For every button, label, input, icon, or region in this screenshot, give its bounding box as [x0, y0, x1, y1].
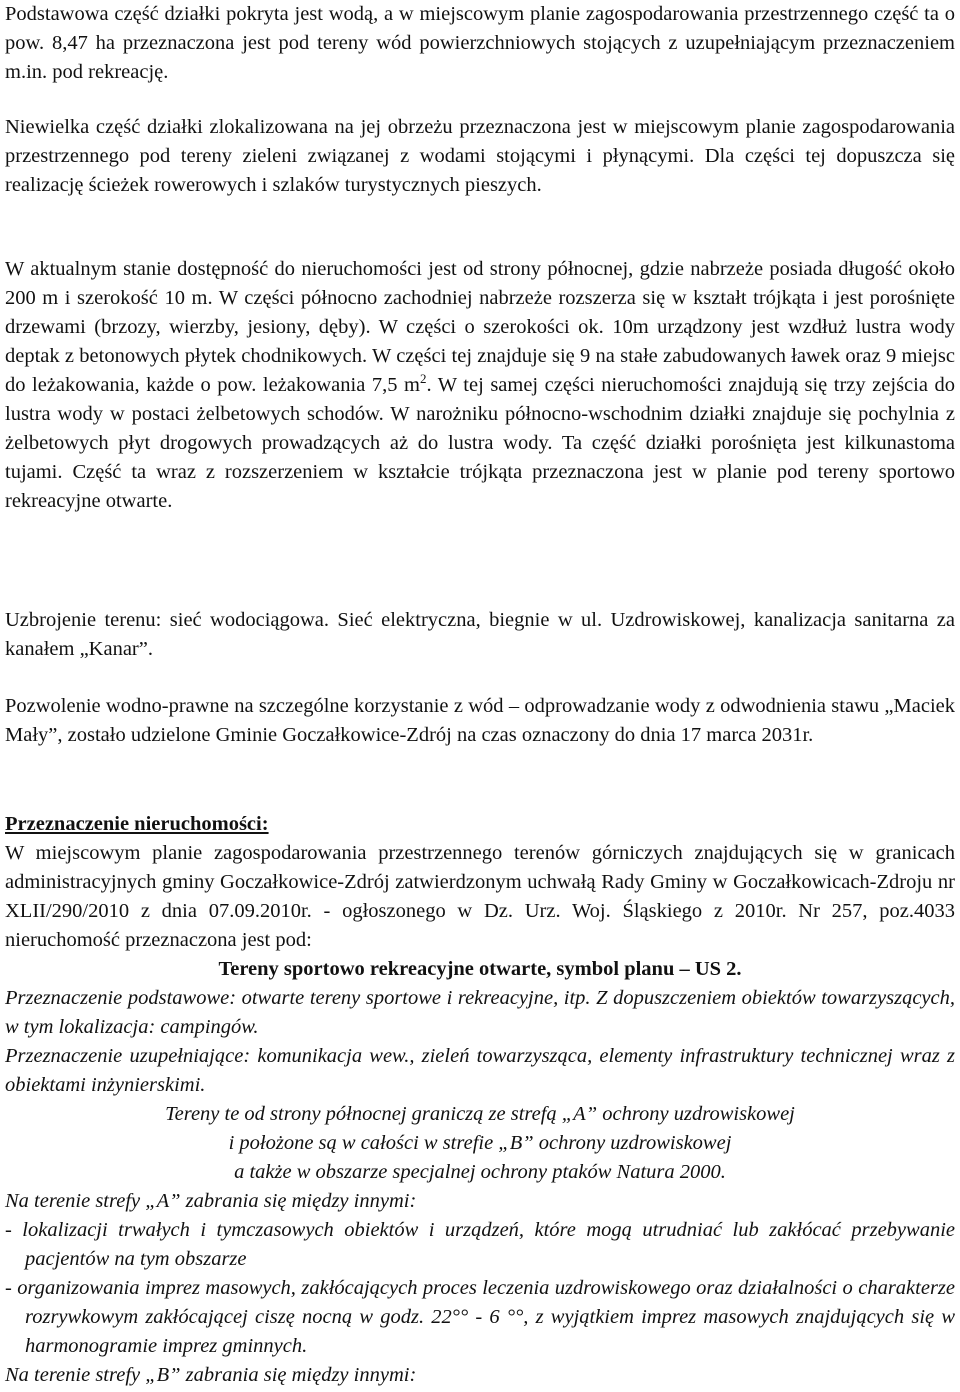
area-unit-superscript: 2 [419, 371, 427, 387]
access-text-part1: W aktualnym stanie dostępność do nieruchomości jest od strony północnej, gdzie nabrzeże posiada długość około 200 m i szerokość 10 m. W części północno zachodniej nabrzeże rozszerza się w kształt trójkąta i jest porośnięte drzewami (brzozy, wierzby, jesiony, dęby). W części o szerokości ok. 10m urządzony jest wzdłuż lustra wody deptak z betonowych płytek chodnikowych. W części tej znajduje się 9 na stałe zabudowanych ławek oraz 9 miejsc do leżakowania, każde o pow. leżakowania 7,5 m [5, 258, 955, 396]
zone-b-heading: Na terenie strefy „B” zabrania się między innymi: [5, 1364, 417, 1386]
primary-purpose: Przeznaczenie podstawowe: otwarte tereny sportowe i rekreacyjne, itp. Z dopuszczeniem obiektów towarzyszących, w tym lokalizacja: campingów. [5, 987, 955, 1038]
zone-a-heading: Na terenie strefy „A” zabrania się między innymi: [5, 1190, 417, 1212]
zone-a-restriction: - organizowania imprez masowych, zakłócających proces leczenia uzdrowiskowego oraz działalności o charakterze rozrywkowym zakłócającej ciszę nocną w godz. 22°° - 6 °°, z wyjątkiem imprez masowych znajdujących się w harmonogramie imprez gminnych. [5, 1277, 955, 1357]
paragraph-access [5, 255, 955, 516]
access-text-part2: . W tej samej części nieruchomości znajdują się trzy zejścia do lustra wody w postaci żelbetowych schodów. W narożniku północno-wschodnim działki znajduje się pochylnia z żelbetowych płyt drogowych prowadzących aż do lustra wody. Ta część działki porośnięta jest kilkunastoma tujami. Część ta wraz z rozszerzeniem w kształcie trójkąta przeznaczona jest w planie pod tereny sportowo rekreacyjne otwarte. [5, 374, 955, 512]
paragraph-water-permit: Pozwolenie wodno-prawne na szczególne korzystanie z wód – odprowadzanie wody z odwodnienia stawu „Maciek Mały”, zostało udzielone Gminie Goczałkowice-Zdrój na czas oznaczony do dnia 17 marca 2031r. [5, 695, 955, 746]
supplementary-purpose: Przeznaczenie uzupełniające: komunikacja wew., zieleń towarzysząca, elementy infrastruktury technicznej wraz z obiektami inżynierskimi. [5, 1045, 955, 1096]
zone-a-restriction: - lokalizacji trwałych i tymczasowych obiektów i urządzeń, które mogą utrudniać lub zakłócać przebywanie pacjentów na tym obszarze [5, 1219, 955, 1270]
section-heading: Przeznaczenie nieruchomości: [5, 813, 269, 835]
zone-note-line: Tereny te od strony północnej graniczą ze strefą „A” ochrony uzdrowiskowej [165, 1103, 795, 1125]
paragraph-green-zone: Niewielka część działki zlokalizowana na jej obrzeżu przeznaczona jest w miejscowym planie zagospodarowania przestrzennego pod tereny zieleni związanej z wodami stojącymi i płynącymi. Dla części tej dopuszcza się realizację ścieżek rowerowych i szlaków turystycznych pieszych. [5, 116, 955, 196]
paragraph-water-area: Podstawowa część działki pokryta jest wodą, a w miejscowym planie zagospodarowania przestrzennego część ta o pow. 8,47 ha przeznaczona jest pod tereny wód powierzchniowych stojących z uzupełniającym przeznaczeniem m.in. pod rekreację. [5, 3, 955, 83]
zone-note-line: a także w obszarze specjalnej ochrony ptaków Natura 2000. [234, 1161, 726, 1183]
zoning-plan-paragraph: W miejscowym planie zagospodarowania przestrzennego terenów górniczych znajdujących się w granicach administracyjnych gminy Goczałkowice-Zdrój zatwierdzonym uchwałą Rady Gminy w Goczałkowicach-Zdroju nr XLII/290/2010 z dnia 07.09.2010r. - ogłoszonego w Dz. Urz. Woj. Śląskiego z 2010r. Nr 257, poz.4033 nieruchomość przeznaczona jest pod: [5, 842, 955, 951]
zone-note-line: i położone są w całości w strefie „B” ochrony uzdrowiskowej [228, 1132, 732, 1154]
paragraph-utilities: Uzbrojenie terenu: sieć wodociągowa. Sieć elektryczna, biegnie w ul. Uzdrowiskowej, kanalizacja sanitarna za kanałem „Kanar”. [5, 609, 955, 660]
zoning-symbol-line: Tereny sportowo rekreacyjne otwarte, symbol planu – US 2. [218, 958, 742, 980]
